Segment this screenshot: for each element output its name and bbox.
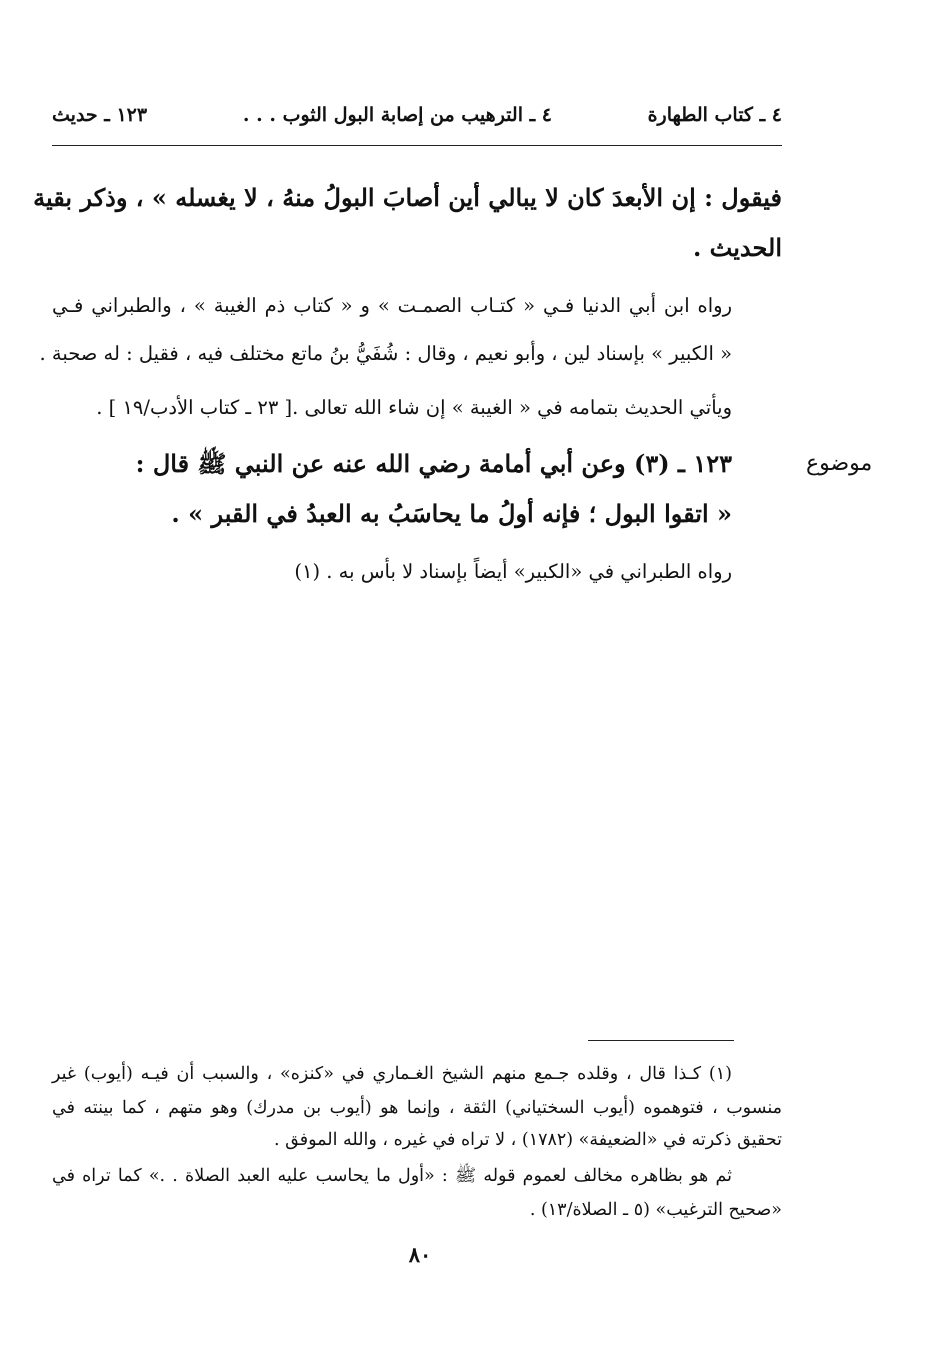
- hadith-line-1: ١٢٣ ـ (٣) وعن أبي أمامة رضي الله عنه عن النبي ﷺ قال :: [135, 449, 732, 478]
- header-chapter: ٤ ـ كتاب الطهارة: [647, 104, 782, 126]
- narration-line-3: ويأتي الحديث بتمامه في « الغيبة » إن شاء الله تعالى .[ ٢٣ ـ كتاب الأدب/١٩ ] .: [96, 396, 732, 419]
- page-number: ٨٠: [408, 1242, 432, 1267]
- header-divider: [52, 145, 782, 146]
- hadith-source: رواه الطبراني في «الكبير» أيضاً بإسناد لا بأس به . (١): [294, 560, 732, 583]
- continued-text-line-1: فيقول : إن الأبعدَ كان لا يبالي أين أصابَ البولُ منهُ ، لا يغسله » ، وذكر بقية: [33, 183, 782, 212]
- footnote-line-1: (١) كـذا قال ، وقلده جـمع منهم الشيخ الغـماري في «كنزه» ، والسبب أن فيـه (أيوب) غير: [52, 1064, 732, 1084]
- running-header: [52, 98, 782, 132]
- footnote-line-3: تحقيق ذكرته في «الضعيفة» (١٧٨٢) ، لا تراه في غيره ، والله الموفق .: [274, 1130, 782, 1150]
- footnote-line-5: «صحيح الترغيب» (٥ ـ الصلاة/١٣) .: [529, 1200, 782, 1220]
- footnote-line-4: ثم هو بظاهره مخالف لعموم قوله ﷺ : «أول ما يحاسب عليه العبد الصلاة . .» كما تراه في: [52, 1166, 732, 1186]
- footnote-line-2: منسوب ، فتوهموه (أيوب السختياني) الثقة ، وإنما هو (أيوب بن مدرك) وهو متهم ، كما بينته في: [52, 1098, 782, 1118]
- footnote-divider: [588, 1040, 734, 1041]
- hadith-text: « اتقوا البول ؛ فإنه أولُ ما يحاسَبُ به العبدُ في القبر » .: [171, 499, 732, 528]
- header-section: ٤ ـ الترهيب من إصابة البول الثوب . . .: [242, 104, 552, 126]
- narration-line-2: « الكبير » بإسناد لين ، وأبو نعيم ، وقال : شُفَيُّ بنُ ماتع مختلف فيه ، فقيل : له صحبة .: [39, 342, 732, 365]
- continued-text-line-2: الحديث .: [692, 233, 782, 262]
- hadith-grade-label: موضوع: [806, 451, 873, 476]
- header-hadith-number: ١٢٣ ـ حديث: [52, 104, 148, 126]
- narration-line-1: رواه ابن أبي الدنيا فـي « كتـاب الصمـت » و « كتاب ذم الغيبة » ، والطبراني فـي: [52, 294, 732, 317]
